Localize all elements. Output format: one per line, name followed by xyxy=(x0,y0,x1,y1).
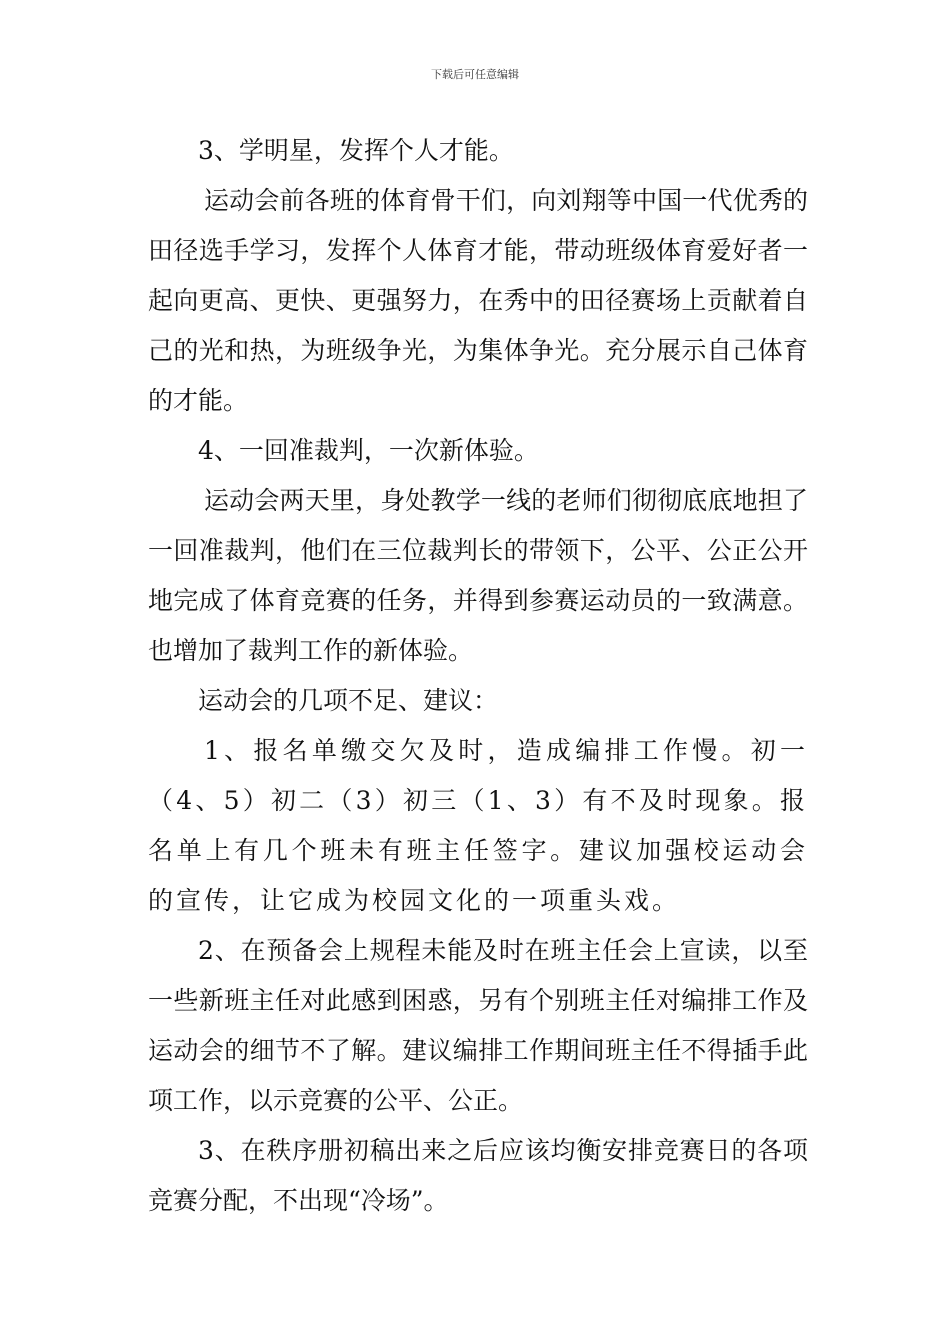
section-heading-4: 4、一回准裁判，一次新体验。 xyxy=(198,436,539,465)
paragraph-referees: 运动会两天里，身处教学一线的老师们彻彻底底地担了一回准裁判，他们在三位裁判长的带领下，公平、公正公开地完成了体育竞赛的任务，并得到参赛运动员的一致满意。也增加了裁判工作的新体验。 xyxy=(148,486,808,665)
section-heading-3: 3、学明星，发挥个人才能。 xyxy=(198,136,514,165)
paragraph-athletes: 运动会前各班的体育骨干们，向刘翔等中国一代优秀的田径选手学习，发挥个人体育才能，带动班级体育爱好者一起向更高、更快、更强努力，在秀中的田径赛场上贡献着自己的光和热，为班级争光，为集体争光。充分展示自己体育的才能。 xyxy=(148,186,808,415)
suggestion-item-2: 2、在预备会上规程未能及时在班主任会上宣读，以至一些新班主任对此感到困惑，另有个别班主任对编排工作及运动会的细节不了解。建议编排工作期间班主任不得插手此项工作，以示竞赛的公平、公正。 xyxy=(148,936,808,1115)
suggestion-item-3: 3、在秩序册初稿出来之后应该均衡安排竞赛日的各项竞赛分配，不出现“冷场”。 xyxy=(148,1136,808,1215)
page-header-note: 下载后可任意编辑 xyxy=(431,68,519,81)
document-body xyxy=(148,126,808,1226)
section-heading-suggestions: 运动会的几项不足、建议： xyxy=(198,686,499,715)
suggestion-item-1: 1、报名单缴交欠及时，造成编排工作慢。初一（4、5）初二（3）初三（1、3）有不及时现象。报名单上有几个班未有班主任签字。建议加强校运动会的宣传，让它成为校园文化的一项重头戏。 xyxy=(148,736,808,915)
